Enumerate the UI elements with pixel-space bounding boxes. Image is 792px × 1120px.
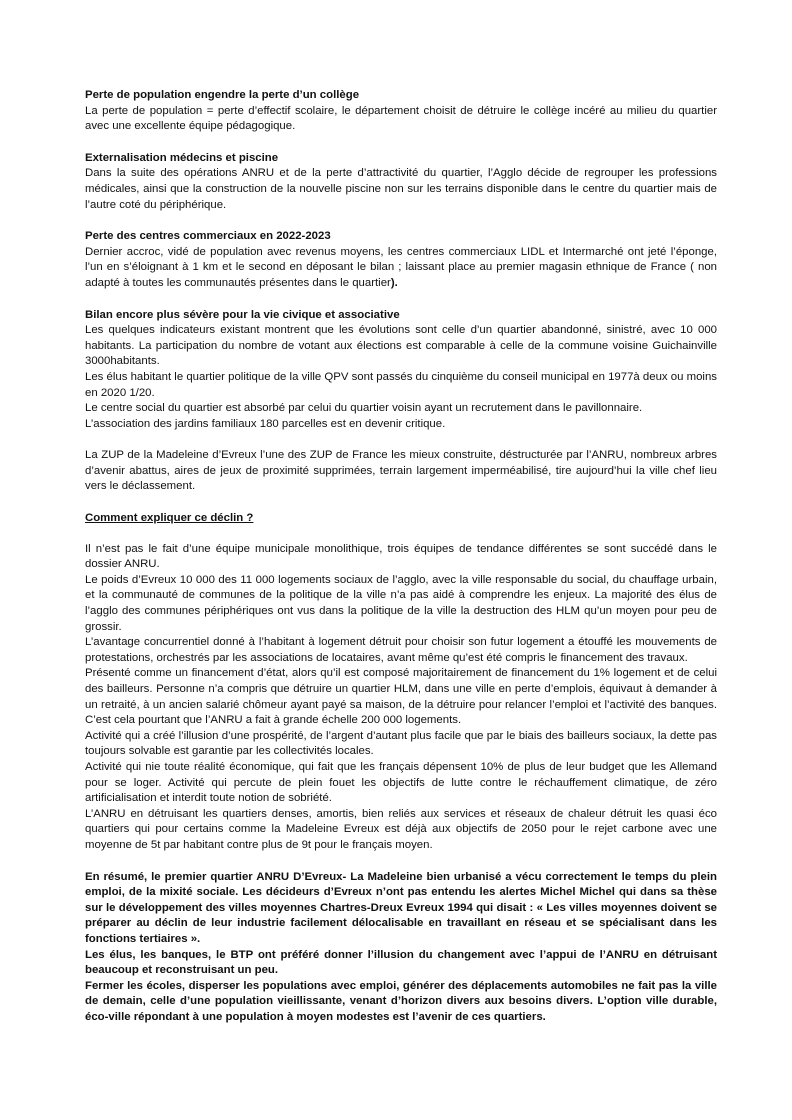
paragraph: Le centre social du quartier est absorbé par celui du quartier voisin ayant un recrutement dans le pavillonnaire. bbox=[85, 402, 643, 415]
spacer bbox=[85, 527, 717, 542]
paragraph-end: ). bbox=[390, 276, 398, 289]
paragraph: Il n’est pas le fait d’une équipe municipale monolithique, trois équipes de tendance différentes se sont succédé dans le dossier ANRU. bbox=[85, 542, 717, 571]
paragraph: L’avantage concurrentiel donné à l’habitant à logement détruit pour choisir son futur logement a étouffé les mouvements de protestations, orchestrés par les associations de locataires, avant même qu’est été compris le financement des travaux. bbox=[85, 636, 717, 664]
summary-paragraph: Fermer les écoles, disperser les populations avec emploi, générer des déplacements automobiles ne fait pas la ville de demain, celle d’une population vieillissante, venant d’horizon divers aux besoins divers. L’option ville durable, éco-ville répondant à une population à moyen modestes est l’avenir de ces quartiers. bbox=[85, 979, 717, 1023]
section-heading: Comment expliquer ce déclin ? bbox=[85, 512, 254, 525]
paragraph bbox=[85, 245, 717, 292]
spacer bbox=[85, 854, 717, 870]
section-heading: Perte de population engendre la perte d’un collège bbox=[85, 89, 360, 101]
paragraph: L’ANRU en détruisant les quartiers denses, amortis, bien reliés aux services et réseaux de chaleur détruit les quasi éco quartiers qui pour certains comme la Madeleine Evreux est déjà aux objectifs de 2050 pour le rejet carbone avec une moyenne de 5t par habitant contre plus de 9t pour le français moyen. bbox=[85, 807, 717, 851]
document-page bbox=[85, 88, 717, 1025]
spacer bbox=[85, 135, 717, 151]
paragraph: L’association des jardins familiaux 180 parcelles est en devenir critique. bbox=[85, 417, 446, 430]
paragraph: Le poids d’Evreux 10 000 des 11 000 logements sociaux de l’agglo, avec la ville responsable du social, du chauffage urbain, et la communauté de communes de la politique de la ville n’a pas aidé à comprendre les enjeux. La majorité des élus de l’agglo des communes périphériques ont vus dans la politique de la ville la destruction des HLM qu’un moyen pour peu de grossir. bbox=[85, 573, 717, 633]
section-heading: Bilan encore plus sévère pour la vie civique et associative bbox=[85, 308, 400, 321]
paragraph-text: Dernier accroc, vidé de population avec revenus moyens, les centres commerciaux LIDL et Intermarché ont jeté l’éponge, l’un en s’éloignant à 1 km et le second en déposant le bilan ; laissant place au premier magasin ethnique de France ( non adapté à toutes les communautés présentes dans le quartier bbox=[85, 245, 717, 289]
spacer bbox=[85, 495, 717, 511]
summary-paragraph: Les élus, les banques, le BTP ont préféré donner l’illusion du changement avec l’appui de l’ANRU en détruisant beaucoup et reconstruisant un peu. bbox=[85, 948, 717, 977]
paragraph: Présenté comme un financement d’état, alors qu’il est composé majoritairement de financement du 1% logement et de celui des bailleurs. Personne n’a compris que détruire un quartier HLM, dans une ville en perte d’emplois, équivaut à demander à un retraité, à un ancien salarié chômeur ayant payé sa maison, de la détruire pour relancer l’emploi et l’activité des banques. C’est cela pourtant que l’ANRU a fait à grande échelle 200 000 logements. bbox=[85, 667, 717, 727]
paragraph: La ZUP de la Madeleine d’Evreux l’une des ZUP de France les mieux construite, déstructurée par l’ANRU, nombreux arbres d’avenir abattus, aires de jeux de proximité supprimées, terrain largement imperméabilisé, tire aujourd’hui la ville chef lieu vers le déclassement. bbox=[85, 449, 717, 493]
paragraph: Activité qui a créé l’illusion d’une prospérité, de l’argent d’autant plus facile que par le biais des bailleurs sociaux, la dette pas toujours solvable est garantie par les collectivités locales. bbox=[85, 729, 717, 758]
spacer bbox=[85, 292, 717, 308]
paragraph: Dans la suite des opérations ANRU et de la perte d’attractivité du quartier, l’Agglo décide de regrouper les professions médicales, ainsi que la construction de la nouvelle piscine non sur les terrains disponible dans le centre du quartier mais de l’autre coté du périphérique. bbox=[85, 167, 717, 211]
paragraph: La perte de population = perte d’effectif scolaire, le département choisit de détruire le collège incéré au milieu du quartier avec une excellente équipe pédagogique. bbox=[85, 104, 717, 133]
spacer bbox=[85, 432, 717, 448]
section-heading: Perte des centres commerciaux en 2022-2023 bbox=[85, 230, 331, 243]
paragraph: Les élus habitant le quartier politique de la ville QPV sont passés du cinquième du conseil municipal en 1977à deux ou moins en 2020 1/20. bbox=[85, 370, 717, 399]
paragraph: Les quelques indicateurs existant montrent que les évolutions sont celle d’un quartier abandonné, sinistré, avec 10 000 habitants. La participation du nombre de votant aux élections est comparable à celle de la commune voisine Guichainville 3000habitants. bbox=[85, 324, 717, 368]
spacer bbox=[85, 213, 717, 229]
summary-paragraph: En résumé, le premier quartier ANRU D’Evreux- La Madeleine bien urbanisé a vécu correctement le temps du plein emploi, de la mixité sociale. Les décideurs d’Evreux n’ont pas entendu les alertes Michel Michel qui dans sa thèse sur le développement des villes moyennes Chartres-Dreux Evreux 1994 qui disait : « Les villes moyennes doivent se préparer au déclin de leur industrie facilement délocalisable en travaillant en réseau et se spécialisant dans les fonctions tertiaires ». bbox=[85, 870, 717, 945]
section-heading: Externalisation médecins et piscine bbox=[85, 151, 279, 164]
paragraph: Activité qui nie toute réalité économique, qui fait que les français dépensent 10% de plus de leur budget que les Allemand pour se loger. Activité qui percute de plein fouet les objectifs de lutte contre le réchauffement climatique, de zéro artificialisation et interdit toute notion de sobriété. bbox=[85, 760, 717, 805]
